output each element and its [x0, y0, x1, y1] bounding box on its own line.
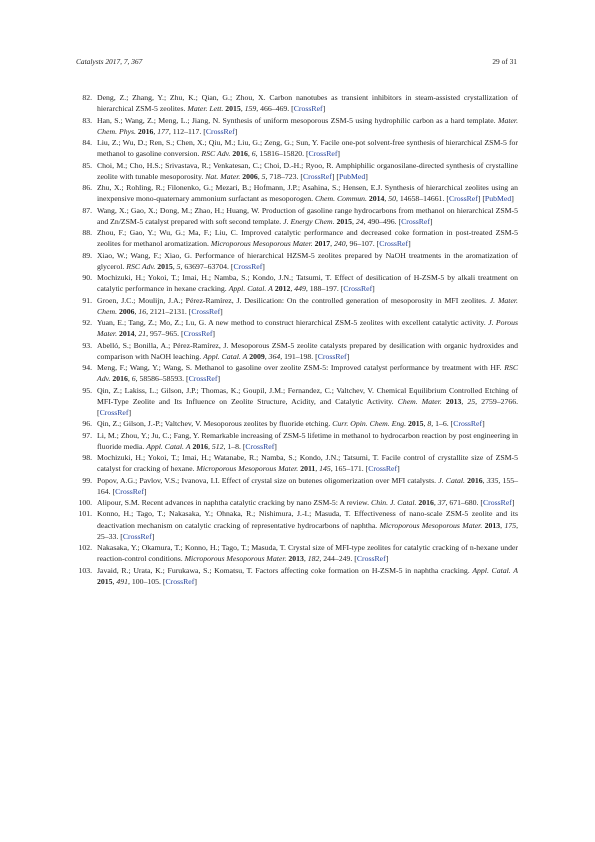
reference-volume: 182 — [307, 554, 320, 564]
reference-year: 2016 — [137, 126, 154, 136]
reference-number: 102. — [78, 543, 92, 552]
crossref-link[interactable]: CrossRef — [293, 104, 323, 114]
reference-journal: Microporous Mesoporous Mater. — [210, 239, 313, 249]
reference-year: 2016 — [467, 475, 483, 485]
pubmed-link[interactable]: PubMed — [484, 194, 512, 204]
reference-item: 98. Mochizuki, H.; Yokoi, T.; Imai, H.; Watanabe, R.; Namba, S.; Kondo, J.N.; Tatsumi, T. Facile control of crystallite size of ZSM-5 catalyst for cracking of hexane. Microporous Mesoporous Mater. 2011, 145, 165–171. [CrossRef] — [76, 452, 518, 475]
reference-number: 83. — [82, 115, 92, 125]
reference-pages: 100–105. — [131, 576, 161, 586]
reference-text: Deng, Z.; Zhang, Y.; Zhu, K.; Qian, G.; Zhou, X. Carbon nanotubes as transient inhibitors in steam-assisted crystallization of hierarchical ZSM-5 zeolites. — [97, 93, 518, 114]
reference-item: 89. Xiao, W.; Wang, F.; Xiao, G. Performance of hierarchical HZSM-5 zeolites prepared by NaOH treatments in the aromatization of glycerol. RSC Adv. 2015, 5, 63697–63704. [CrossRef] — [76, 250, 518, 273]
reference-year: 2013 — [484, 520, 501, 530]
reference-pages: 191–198. — [284, 351, 314, 361]
reference-pages: 2121–2131. — [149, 306, 187, 316]
reference-number: 99. — [82, 475, 92, 485]
reference-pages: 112–117. — [172, 126, 202, 136]
reference-year: 2015 — [225, 104, 241, 114]
reference-year: 2015 — [336, 216, 352, 226]
reference-item: 86. Zhu, X.; Rohling, R.; Filonenko, G.; Mezari, B.; Hofmann, J.P.; Asahina, S.; Hensen, E.J. Synthesis of hierarchical zeolites using an inexpensive mono-quaternary ammonium surfactant as mesoporogen. Chem. Commun. 2014, 50, 14658–14661. [CrossRef] [PubMed] — [76, 182, 518, 205]
crossref-link[interactable]: CrossRef — [368, 464, 398, 474]
reference-journal: RSC Adv. — [97, 363, 519, 384]
reference-volume: 24 — [355, 216, 364, 226]
reference-journal: Mater. Chem. Phys. — [97, 115, 519, 136]
reference-journal: Appl. Catal. A — [228, 284, 273, 294]
crossref-link[interactable]: CrossRef — [453, 419, 483, 429]
reference-item: 84. Liu, Z.; Wu, D.; Ren, S.; Chen, X.; Qiu, M.; Liu, G.; Zeng, G.; Sun, Y. Facile one-pot solvent-free synthesis of hierarchical ZSM-5 for methanol to gasoline conversion. RSC Adv. 2016, 6, 15816–15820. [CrossRef] — [76, 137, 518, 160]
reference-number: 87. — [82, 205, 92, 215]
reference-volume: 145 — [319, 464, 331, 474]
crossref-link[interactable]: CrossRef — [448, 194, 478, 204]
crossref-link[interactable]: CrossRef — [188, 374, 218, 384]
reference-pages: 2759–2766. — [481, 396, 518, 406]
reference-volume: 6 — [251, 149, 256, 159]
reference-journal: J. Energy Chem. — [283, 216, 335, 226]
reference-item: 102. Nakasaka, Y.; Okamura, T.; Konno, H.; Tago, T.; Masuda, T. Crystal size of MFI-type zeolites for catalytic cracking of n-hexane under reaction-control conditions. Microporous Mesoporous Mater. 2013, 182, 244–249. [CrossRef] — [76, 542, 518, 565]
reference-pages: 63697–63704. — [184, 261, 229, 271]
reference-pages: 96–107. — [349, 239, 375, 249]
crossref-link[interactable]: CrossRef — [165, 576, 195, 586]
reference-pages: 466–469. — [260, 104, 290, 114]
reference-volume: 240 — [333, 239, 346, 249]
reference-item: 100. Alipour, S.M. Recent advances in naphtha catalytic cracking by nano ZSM-5: A review. Chin. J. Catal. 2016, 37, 671–680. [CrossRef] — [76, 497, 518, 508]
reference-text: Konno, H.; Tago, T.; Nakasaka, Y.; Ohnaka, R.; Nishimura, J.-I.; Masuda, T. Effectiveness of nano-scale ZSM-5 zeolite and its deactivation mechanism on catalytic cracking of representative hydrocarbons of naphtha. — [97, 509, 518, 530]
reference-item: 96. Qin, Z.; Gilson, J.-P.; Valtchev, V. Mesoporous zeolites by fluoride etching. Curr. Opin. Chem. Eng. 2015, 8, 1–6. [CrossRef] — [76, 418, 518, 429]
reference-volume: 5 — [176, 261, 181, 271]
reference-journal: J. Porous Mater. — [97, 318, 519, 339]
reference-pages: 25–33. — [97, 531, 119, 541]
reference-pages: 58586–58593. — [139, 374, 185, 384]
reference-volume: 449 — [294, 284, 306, 294]
reference-text: Groen, J.C.; Moulijn, J.A.; Pérez-Ramírez, J. Desilication: On the controlled generation of mesoporosity in MFI zeolites. — [97, 295, 487, 305]
reference-volume: 159 — [244, 104, 257, 114]
reference-journal: Appl. Catal. A — [203, 351, 248, 361]
reference-year: 2012 — [274, 284, 291, 294]
reference-year: 2006 — [118, 306, 135, 316]
reference-journal: Chem. Mater. — [397, 396, 442, 406]
reference-text: Popov, A.G.; Pavlov, V.S.; Ivanova, I.I. Effect of crystal size on butenes oligomerization over MFI catalysts. — [97, 475, 437, 485]
reference-pages: 1–6. — [435, 419, 449, 429]
reference-volume: 25 — [467, 396, 476, 406]
reference-number: 84. — [82, 138, 92, 147]
reference-year: 2013 — [445, 396, 462, 406]
reference-number: 90. — [82, 273, 92, 282]
reference-journal: J. Catal. — [438, 475, 465, 485]
reference-number: 82. — [82, 93, 92, 102]
reference-number: 95. — [82, 385, 92, 395]
running-head — [76, 57, 517, 66]
crossref-link[interactable]: CrossRef — [401, 216, 430, 226]
crossref-link[interactable]: CrossRef — [191, 306, 221, 316]
reference-number: 94. — [82, 363, 92, 372]
reference-volume: 37 — [437, 498, 446, 507]
crossref-link[interactable]: CrossRef — [245, 441, 275, 451]
crossref-link[interactable]: CrossRef — [99, 408, 129, 417]
reference-pages: 188–197. — [309, 284, 339, 294]
reference-item: 85. Choi, M.; Cho, H.S.; Srivastava, R.; Venkatesan, C.; Choi, D.-H.; Ryoo, R. Amphiphilic organosilane-directed synthesis of crystalline zeolite with tunable mesoporosity. Nat. Mater. 2006, 5, 718–723. [CrossRef] [PubMed] — [76, 160, 518, 183]
reference-journal: RSC Adv. — [201, 149, 231, 159]
reference-text: Abelló, S.; Bonilla, A.; Pérez-Ramírez, J. Mesoporous ZSM-5 zeolite catalysts prepared by desilication with organic hydroxides and comparison with NaOH leaching. — [97, 340, 518, 361]
reference-year: 2009 — [249, 351, 265, 361]
reference-item: 99. Popov, A.G.; Pavlov, V.S.; Ivanova, I.I. Effect of crystal size on butenes oligomerization over MFI catalysts. J. Catal. 2016, 335, 155–164. [CrossRef] — [76, 475, 518, 498]
reference-number: 100. — [78, 498, 92, 507]
reference-text: Xiao, W.; Wang, F.; Xiao, G. Performance of hierarchical HZSM-5 zeolites prepared by NaOH treatments in the aromatization of glycerol. — [97, 250, 518, 271]
reference-text: Mochizuki, H.; Yokoi, T.; Imai, H.; Namba, S.; Kondo, J.N.; Tatsumi, T. Effect of desilication of H-ZSM-5 by alkali treatment on catalytic performance in hexane cracking. — [97, 273, 518, 294]
reference-journal: Microporous Mesoporous Mater. — [196, 464, 299, 474]
reference-year: 2014 — [368, 194, 385, 204]
reference-text: Alipour, S.M. Recent advances in naphtha catalytic cracking by nano ZSM-5: A review. — [97, 498, 370, 507]
crossref-link[interactable]: CrossRef — [483, 498, 512, 507]
reference-pages: 957–965. — [149, 329, 180, 339]
reference-year: 2015 — [157, 261, 173, 271]
crossref-link[interactable]: CrossRef — [122, 531, 152, 541]
reference-journal: Mater. Lett. — [187, 104, 224, 114]
reference-item: 82. Deng, Z.; Zhang, Y.; Zhu, K.; Qian, G.; Zhou, X. Carbon nanotubes as transient inhibitors in steam-assisted crystallization of hierarchical ZSM-5 zeolites. Mater. Lett. 2015, 159, 466–469. [CrossRef] — [76, 92, 518, 115]
reference-number: 93. — [82, 340, 92, 350]
crossref-link[interactable]: CrossRef — [308, 149, 338, 159]
reference-number: 89. — [82, 250, 92, 260]
reference-pages: 15816–15820. — [259, 149, 305, 159]
reference-text: Javaid, R.; Urata, K.; Furukawa, S.; Komatsu, T. Factors affecting coke formation on H-ZSM-5 in naphtha cracking. — [97, 565, 470, 575]
reference-journal: Appl. Catal. A — [146, 441, 191, 451]
crossref-link[interactable]: CrossRef — [356, 554, 386, 564]
reference-item: 91. Groen, J.C.; Moulijn, J.A.; Pérez-Ramírez, J. Desilication: On the controlled generation of mesoporosity in MFI zeolites. J. Mater. Chem. 2006, 16, 2121–2131. [CrossRef] — [76, 295, 518, 318]
reference-year: 2016 — [418, 498, 434, 507]
crossref-link[interactable]: CrossRef — [302, 171, 332, 181]
journal-citation: Catalysts 2017, 7, 367 — [76, 57, 143, 66]
reference-journal: J. Mater. Chem. — [97, 295, 518, 316]
reference-text: Choi, M.; Cho, H.S.; Srivastava, R.; Venkatesan, C.; Choi, D.-H.; Ryoo, R. Amphiphilic organosilane-directed synthesis of crystalline zeolite with tunable mesoporosity. — [97, 160, 518, 181]
crossref-link[interactable]: CrossRef — [233, 261, 263, 271]
reference-number: 103. — [78, 565, 92, 575]
crossref-link[interactable]: CrossRef — [115, 486, 144, 496]
reference-journal: Chem. Commun. — [315, 194, 367, 204]
reference-year: 2015 — [408, 419, 424, 429]
crossref-link[interactable]: CrossRef — [379, 239, 409, 249]
pubmed-link[interactable]: PubMed — [338, 171, 366, 181]
reference-item: 103. Javaid, R.; Urata, K.; Furukawa, S.; Komatsu, T. Factors affecting coke formation on H-ZSM-5 in naphtha cracking. Appl. Catal. A 2015, 491, 100–105. [CrossRef] — [76, 565, 518, 588]
reference-number: 97. — [82, 430, 92, 440]
reference-number: 96. — [82, 419, 92, 429]
reference-text: Qin, Z.; Lakiss, L.; Gilson, J.P.; Thomas, K.; Goupil, J.M.; Fernandez, C.; Valtchev, V. Chemical Equilibrium Controlled Etching of MFI-Type Zeolite and Its Influence on Zeolite Structure, Acidity, and Catalytic Activity. — [97, 385, 518, 406]
reference-journal: RSC Adv. — [126, 261, 156, 271]
reference-volume: 6 — [131, 374, 136, 384]
reference-year: 2016 — [232, 149, 248, 159]
reference-pages: 14658–14661. — [399, 194, 445, 204]
reference-item: 88. Zhou, F.; Gao, Y.; Wu, G.; Ma, F.; Liu, C. Improved catalytic performance and decreased coke formation in post-treated ZSM-5 zeolites for methanol aromatization. Microporous Mesoporous Mater. 2017, 240, 96–107. [CrossRef] — [76, 227, 518, 250]
reference-text: Meng, F.; Wang, Y.; Wang, S. Methanol to gasoline over zeolite ZSM-5: Improved catalyst performance by treatment with HF. — [97, 363, 502, 372]
crossref-link[interactable]: CrossRef — [317, 351, 347, 361]
reference-year: 2016 — [112, 374, 128, 384]
reference-volume: 8 — [427, 419, 432, 429]
reference-volume: 175 — [504, 520, 517, 530]
reference-item: 92. Yuan, E.; Tang, Z.; Mo, Z.; Lu, G. A new method to construct hierarchical ZSM-5 zeolites with excellent catalytic activity. J. Porous Mater. 2014, 21, 957–965. [CrossRef] — [76, 317, 518, 340]
reference-item: 90. Mochizuki, H.; Yokoi, T.; Imai, H.; Namba, S.; Kondo, J.N.; Tatsumi, T. Effect of desilication of H-ZSM-5 by alkali treatment on catalytic performance in hexane cracking. Appl. Catal. A 2012, 449, 188–197. [CrossRef] — [76, 272, 518, 295]
reference-text: Zhu, X.; Rohling, R.; Filonenko, G.; Mezari, B.; Hofmann, J.P.; Asahina, S.; Hensen, E.J. Synthesis of hierarchical zeolites using an inexpensive mono-quaternary ammonium surfactant as mesoporogen. — [97, 183, 518, 204]
reference-year: 2015 — [97, 576, 113, 586]
reference-volume: 335 — [486, 475, 499, 485]
reference-year: 2016 — [192, 441, 208, 451]
reference-journal: Curr. Opin. Chem. Eng. — [332, 419, 407, 429]
reference-journal: Microporous Mesoporous Mater. — [379, 520, 483, 530]
reference-volume: 491 — [116, 576, 128, 586]
reference-item: 97. Li, M.; Zhou, Y.; Ju, C.; Fang, Y. Remarkable increasing of ZSM-5 lifetime in methanol to hydrocarbon reaction by post engineering in fluoride media. Appl. Catal. A 2016, 512, 1–8. [CrossRef] — [76, 430, 518, 453]
reference-volume: 5 — [261, 171, 266, 181]
reference-item: 87. Wang, X.; Gao, X.; Dong, M.; Zhao, H.; Huang, W. Production of gasoline range hydrocarbons from methanol on hierarchical ZSM-5 and Zn/ZSM-5 catalyst prepared with soft second template. J. Energy Chem. 2015, 24, 490–496. [CrossRef] — [76, 205, 518, 228]
reference-number: 92. — [82, 318, 92, 327]
reference-volume: 16 — [138, 306, 147, 316]
reference-item: 94. Meng, F.; Wang, Y.; Wang, S. Methanol to gasoline over zeolite ZSM-5: Improved catalyst performance by treatment with HF. RSC Adv. 2016, 6, 58586–58593. [CrossRef] — [76, 362, 518, 385]
reference-year: 2011 — [300, 464, 316, 474]
reference-text: Yuan, E.; Tang, Z.; Mo, Z.; Lu, G. A new method to construct hierarchical ZSM-5 zeolites with excellent catalytic activity. — [97, 318, 486, 327]
reference-text: Qin, Z.; Gilson, J.-P.; Valtchev, V. Mesoporous zeolites by fluoride etching. — [97, 419, 331, 429]
reference-item: 83. Han, S.; Wang, Z.; Meng, L.; Jiang, N. Synthesis of uniform mesoporous ZSM-5 using hydrophilic carbon as a hard template. Mater. Chem. Phys. 2016, 177, 112–117. [CrossRef] — [76, 115, 518, 138]
reference-text: Han, S.; Wang, Z.; Meng, L.; Jiang, N. Synthesis of uniform mesoporous ZSM-5 using hydrophilic carbon as a hard template. — [97, 115, 496, 125]
reference-pages: 155–164. — [97, 475, 519, 496]
reference-item: 101. Konno, H.; Tago, T.; Nakasaka, Y.; Ohnaka, R.; Nishimura, J.-I.; Masuda, T. Effectiveness of nano-scale ZSM-5 zeolite and its deactivation mechanism on catalytic cracking of representative hydrocarbons of naphtha. Microporous Mesoporous Mater. 2013, 175, 25–33. [CrossRef] — [76, 508, 518, 542]
reference-journal: Appl. Catal. A — [472, 565, 518, 575]
crossref-link[interactable]: CrossRef — [343, 284, 373, 294]
crossref-link[interactable]: CrossRef — [183, 329, 213, 339]
crossref-link[interactable]: CrossRef — [205, 126, 235, 136]
reference-number: 101. — [78, 509, 92, 519]
page-number: 29 of 31 — [492, 57, 517, 66]
reference-volume: 364 — [268, 351, 281, 361]
reference-volume: 512 — [211, 441, 224, 451]
reference-item: 93. Abelló, S.; Bonilla, A.; Pérez-Ramírez, J. Mesoporous ZSM-5 zeolite catalysts prepared by desilication with organic hydroxides and comparison with NaOH leaching. Appl. Catal. A 2009, 364, 191–198. [CrossRef] — [76, 340, 518, 363]
reference-journal: Nat. Mater. — [205, 171, 241, 181]
reference-text: Zhou, F.; Gao, Y.; Wu, G.; Ma, F.; Liu, C. Improved catalytic performance and decreased coke formation in post-treated ZSM-5 zeolites for methanol aromatization. — [97, 228, 518, 249]
reference-text: Mochizuki, H.; Yokoi, T.; Imai, H.; Watanabe, R.; Namba, S.; Kondo, J.N.; Tatsumi, T. Facile control of crystallite size of ZSM-5 catalyst for cracking of hexane. — [97, 453, 518, 474]
reference-text: Nakasaka, Y.; Okamura, T.; Konno, H.; Tago, T.; Masuda, T. Crystal size of MFI-type zeolites for catalytic cracking of n-hexane under reaction-control conditions. — [97, 543, 518, 564]
reference-number: 85. — [82, 160, 92, 170]
reference-journal: Chin. J. Catal. — [371, 498, 417, 507]
reference-year: 2006 — [242, 171, 258, 181]
reference-journal: Microporous Mesoporous Mater. — [184, 554, 287, 564]
reference-year: 2013 — [288, 554, 304, 564]
reference-pages: 244–249. — [323, 554, 353, 564]
reference-text: Li, M.; Zhou, Y.; Ju, C.; Fang, Y. Remarkable increasing of ZSM-5 lifetime in methanol to hydrocarbon reaction by post engineering in fluoride media. — [97, 430, 518, 451]
reference-pages: 1–8. — [227, 441, 241, 451]
reference-pages: 490–496. — [367, 216, 397, 226]
reference-pages: 671–680. — [449, 498, 479, 507]
reference-number: 98. — [82, 453, 92, 462]
reference-volume: 177 — [157, 126, 169, 136]
reference-number: 91. — [82, 295, 92, 305]
reference-year: 2014 — [118, 329, 135, 339]
reference-volume: 50 — [388, 194, 396, 204]
reference-volume: 21 — [138, 329, 147, 339]
reference-pages: 165–171. — [334, 464, 364, 474]
reference-year: 2017 — [314, 239, 331, 249]
reference-list — [76, 92, 518, 587]
reference-number: 88. — [82, 228, 92, 237]
reference-item: 95. Qin, Z.; Lakiss, L.; Gilson, J.P.; Thomas, K.; Goupil, J.M.; Fernandez, C.; Valtchev, V. Chemical Equilibrium Controlled Etching of MFI-Type Zeolite and Its Influence on Zeolite Structure, Acidity, and Catalytic Activity. Chem. Mater. 2013, 25, 2759–2766. [CrossRef] — [76, 385, 518, 419]
reference-pages: 718–723. — [269, 171, 299, 181]
reference-text: Wang, X.; Gao, X.; Dong, M.; Zhao, H.; Huang, W. Production of gasoline range hydrocarbons from methanol on hierarchical ZSM-5 and Zn/ZSM-5 catalyst prepared with soft second template. — [97, 205, 518, 226]
reference-number: 86. — [82, 183, 92, 192]
reference-text: Liu, Z.; Wu, D.; Ren, S.; Chen, X.; Qiu, M.; Liu, G.; Zeng, G.; Sun, Y. Facile one-pot solvent-free synthesis of hierarchical ZSM-5 for methanol to gasoline conversion. — [97, 138, 518, 159]
